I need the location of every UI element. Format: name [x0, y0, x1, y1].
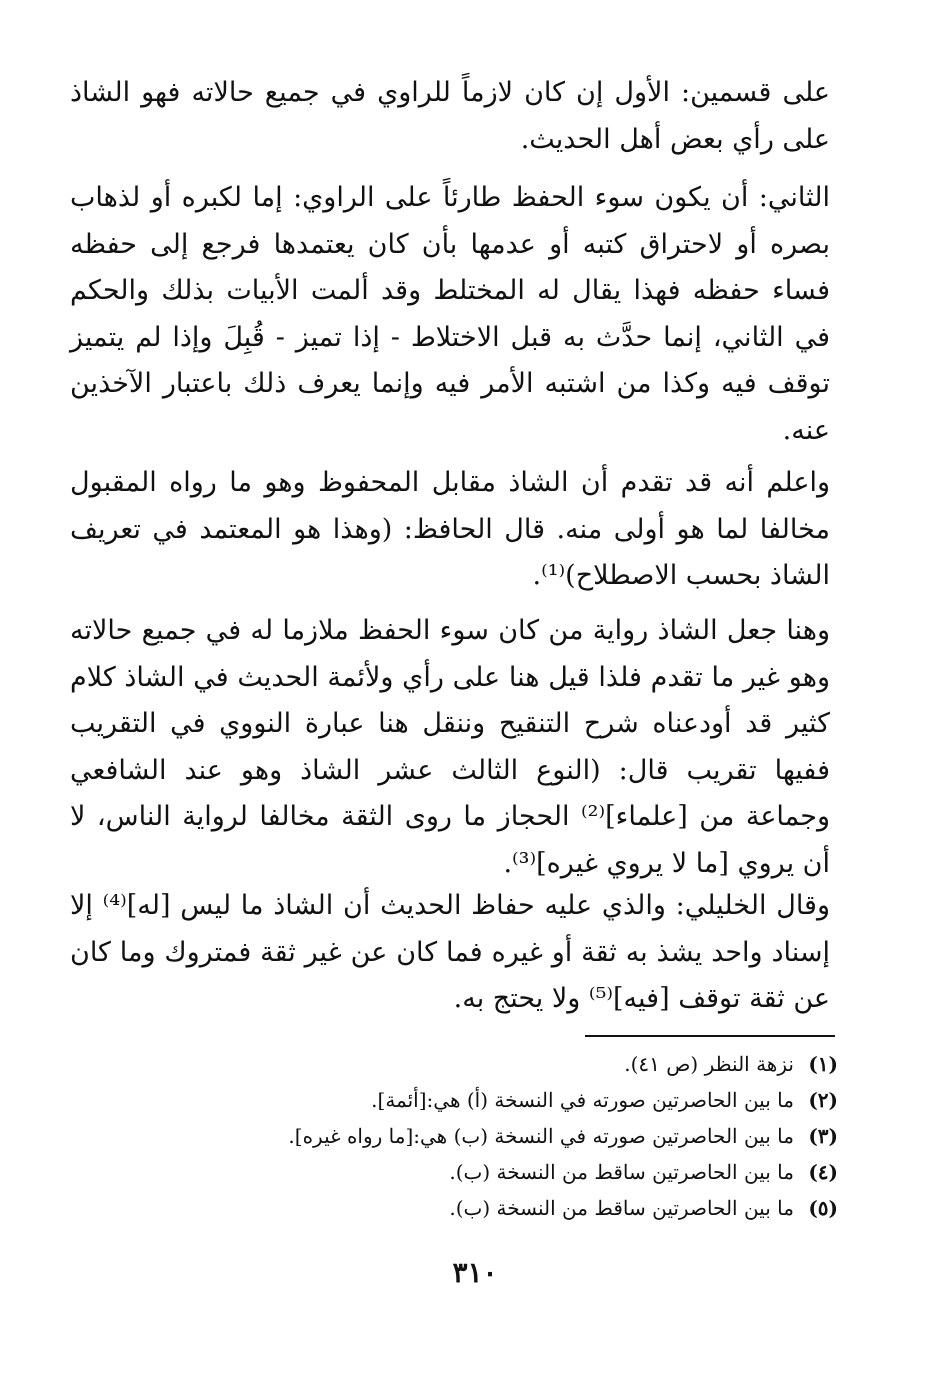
- paragraph-3: واعلم أنه قد تقدم أن الشاذ مقابل المحفوظ وهو ما رواه المقبول مخالفا لما هو أولى منه. قال الحافظ: (وهذا هو المعتمد في تعريف الشاذ بحسب الاصطلاح)⁽¹⁾.: [70, 467, 830, 591]
- paragraph-5: وقال الخليلي: والذي عليه حفاظ الحديث أن الشاذ ما ليس [له]⁽⁴⁾ إلا إسناد واحد يشذ به ثقة أو غيره فما كان عن غير ثقة فمتروك وما كان عن ثقة توقف [فيه]⁽⁵⁾ ولا يحتج به.: [70, 890, 830, 1014]
- footnote-text: ما بين الحاصرتين ساقط من النسخة (ب).: [449, 1160, 794, 1184]
- footnote-number: (٥): [808, 1196, 838, 1220]
- footnote-number: (١): [808, 1052, 838, 1076]
- footnote-text: ما بين الحاصرتين صورته في النسخة (ب) هي:[ما رواه غيره].: [288, 1124, 794, 1148]
- footnotes-list: [120, 1046, 838, 1226]
- footnote-number: (٤): [808, 1160, 838, 1184]
- footnote-number: (٣): [808, 1124, 838, 1148]
- footnote-separator: [585, 1035, 835, 1037]
- footnote-item: [120, 1118, 838, 1154]
- footnote-item: [120, 1046, 838, 1082]
- footnote-text: ما بين الحاصرتين صورته في النسخة (أ) هي:[أئمة].: [371, 1088, 794, 1112]
- paragraph-4: وهنا جعل الشاذ رواية من كان سوء الحفظ ملازما له في جميع حالاته وهو غير ما تقدم فلذا قيل هنا على رأي ولأئمة الحديث في الشاذ كلام كثير قد أودعناه شرح التنقيح وننقل هنا عبارة النووي في التقريب ففيها تقريب قال: (النوع الثالث عشر الشاذ وهو عند الشافعي وجماعة من [علماء]⁽²⁾ الحجاز ما روى الثقة مخالفا لرواية الناس، لا أن يروي [ما لا يروي غيره]⁽³⁾.: [70, 615, 830, 879]
- footnote-number: (٢): [808, 1088, 838, 1112]
- footnote-item: [120, 1190, 838, 1226]
- footnote-item: [120, 1154, 838, 1190]
- page-number: ٣١٠: [452, 1256, 498, 1289]
- footnote-text: نزهة النظر (ص ٤١).: [624, 1052, 794, 1076]
- paragraph-1: على قسمين: الأول إن كان لازماً للراوي في جميع حالاته فهو الشاذ على رأي بعض أهل الحديث.: [70, 77, 830, 155]
- footnote-item: [120, 1082, 838, 1118]
- paragraph-2: الثاني: أن يكون سوء الحفظ طارئاً على الراوي: إما لكبره أو لذهاب بصره أو لاحتراق كتبه أو عدمها بأن كان يعتمدها فرجع إلى حفظه فساء حفظه فهذا يقال له المختلط وقد ألمت الأبيات بذلك والحكم في الثاني، إنما حدَّث به قبل الاختلاط - إذا تميز - قُبِلَ وإذا لم يتميز توقف فيه وكذا من اشتبه الأمر فيه وإنما يعرف ذلك باعتبار الآخذين عنه.: [70, 182, 830, 446]
- footnote-text: ما بين الحاصرتين ساقط من النسخة (ب).: [449, 1196, 794, 1220]
